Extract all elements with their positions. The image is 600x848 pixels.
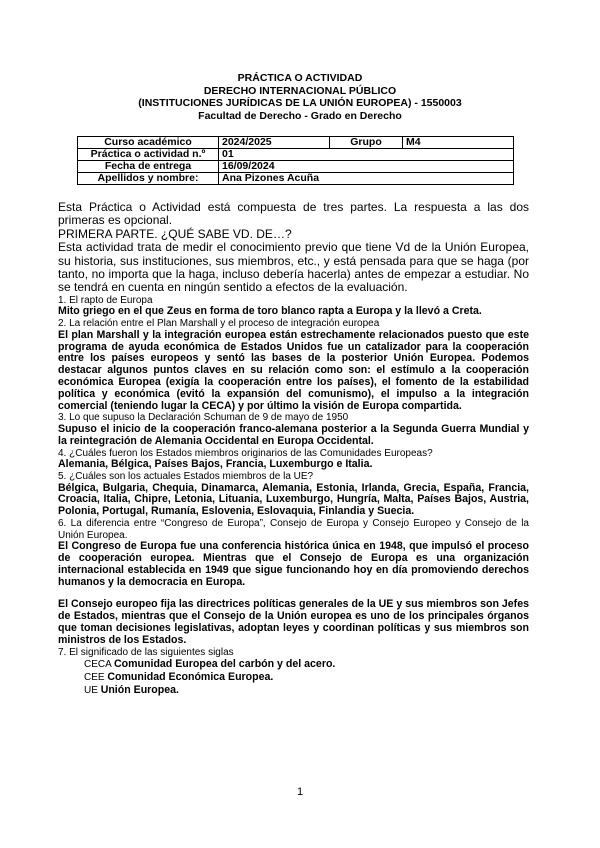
table-row xyxy=(78,161,514,173)
practica-value: 01 xyxy=(219,149,514,161)
fecha-value: 16/09/2024 xyxy=(219,161,514,173)
answer-4: Alemania, Bélgica, Países Bajos, Francia, Luxemburgo e Italia. xyxy=(58,458,373,471)
header-title: PRÁCTICA O ACTIVIDAD xyxy=(237,72,363,84)
section-heading: PRIMERA PARTE. ¿QUÉ SABE VD. DE…? xyxy=(58,226,292,241)
table-row xyxy=(78,173,514,185)
sigla-meaning: Unión Europea. xyxy=(100,684,179,697)
answer-2: El plan Marshall y la integración europea están estrechamente relacionados puesto que este programa de ayuda económica de Estados Unidos fue un catalizador para la cooperación entre los países europeos y sentó las bases de la posterior Unión Europea. Podemos destacar algunos puntos claves en su relación como son: el estímulo a la cooperación económica Europea (exigía la cooperación entre los países), el fomento de la estabilidad política y económica (evitó la expansión del comunismo), el impulso a la integración comercial (teniendo lugar la CECA) y por último la visión de Europa compartida. xyxy=(58,328,529,412)
sigla-meaning: Comunidad Económica Europea. xyxy=(107,671,274,684)
table-row xyxy=(78,149,514,161)
question-6: 6. La diferencia entre “Congreso de Europa”, Consejo de Europa y Consejo Europeo y Consejo de la Unión Europea. xyxy=(58,517,529,541)
intro-description: Esta actividad trata de medir el conocimiento previo que tiene Vd de la Unión Europea, su historia, sus instituciones, sus miembros, etc., y está pensada para que se haga (por tanto, no importa que la haga, incluso debería hacerla) antes de empezar a estudiar. No se tendrá en cuenta en ningún sentido a efectos de la evaluación. xyxy=(58,240,529,295)
question-5: 5. ¿Cuáles son los actuales Estados miembros de la UE? xyxy=(58,470,314,482)
fecha-label: Fecha de entrega xyxy=(78,161,219,173)
curso-value: 2024/2025 xyxy=(219,137,330,149)
question-1: 1. El rapto de Europa xyxy=(58,294,153,306)
header-subject: DERECHO INTERNACIONAL PÚBLICO xyxy=(203,84,397,97)
document-header xyxy=(0,72,600,122)
sigla-item xyxy=(58,658,529,671)
answer-5: Bélgica, Bulgaria, Chequia, Dinamarca, Alemania, Estonia, Irlanda, Grecia, España, Francia, Croacia, Italia, Chipre, Letonia, Lituania, Luxemburgo, Hungría, Malta, Países Bajos, Austria, Polonia, Portugal, Rumanía, Eslovenia, Eslovaquia, Finlandia y Suecia. xyxy=(58,481,529,518)
answer-6-continued: El Consejo europeo fija las directrices políticas generales de la UE y sus miembros son Jefes de Estados, mientras que el Consejo de la Unión europea es uno de los principales órganos que toman decisiones legislativas, adoptan leyes y coordinan políticas y sus miembros son ministros de los Estados. xyxy=(58,598,529,646)
question-2: 2. La relación entre el Plan Marshall y el proceso de integración europea xyxy=(58,318,380,330)
header-subtitle: (INSTITUCIONES JURÍDICAS DE LA UNIÓN EUROPEA) - 1550003 xyxy=(138,97,462,109)
curso-label: Curso académico xyxy=(78,137,219,149)
header-faculty: Facultad de Derecho - Grado en Derecho xyxy=(198,109,402,122)
answer-3: Supuso el inicio de la cooperación franco-alemana posterior a la Segunda Guerra Mundial y la reintegración de Alemania Occidental en Europa Occidental. xyxy=(58,423,529,447)
answer-6: El Congreso de Europa fue una conferencia histórica única en 1948, que impulsó el proceso de cooperación europea. Mientras que el Consejo de Europa es una organización internacional establecida en 1949 que sigue funcionando hoy en día promoviendo derechos humanos y la democracia en Europa. xyxy=(58,540,529,588)
table-row xyxy=(78,137,514,149)
page-number: 1 xyxy=(296,786,304,798)
document-body xyxy=(58,201,529,697)
sigla-abbr: UE xyxy=(84,685,98,697)
sigla-abbr: CECA xyxy=(84,659,112,671)
question-4: 4. ¿Cuáles fueron los Estados miembros originarios de las Comunidades Europeas? xyxy=(58,447,433,459)
nombre-label: Apellidos y nombre: xyxy=(78,173,219,185)
sigla-meaning: Comunidad Europea del carbón y del acero. xyxy=(114,658,336,671)
grupo-label: Grupo xyxy=(330,137,403,149)
sigla-item xyxy=(58,684,529,697)
sigla-abbr: CEE xyxy=(84,672,105,684)
sigla-item xyxy=(58,671,529,684)
student-info-table xyxy=(77,136,514,185)
question-7: 7. El significado de las siguientes siglas xyxy=(58,646,234,658)
intro-paragraph: Esta Práctica o Actividad está compuesta de tres partes. La respuesta a las dos primeras es opcional. xyxy=(58,200,529,228)
nombre-value: Ana Pizones Acuña xyxy=(219,173,514,185)
question-3: 3. Lo que supuso la Declaración Schuman de 9 de mayo de 1950 xyxy=(58,412,349,424)
grupo-value: M4 xyxy=(403,137,514,149)
practica-label: Práctica o actividad n.º xyxy=(78,149,219,161)
answer-1: Mito griego en el que Zeus en forma de toro blanco rapta a Europa y la llevó a Creta. xyxy=(58,305,482,318)
